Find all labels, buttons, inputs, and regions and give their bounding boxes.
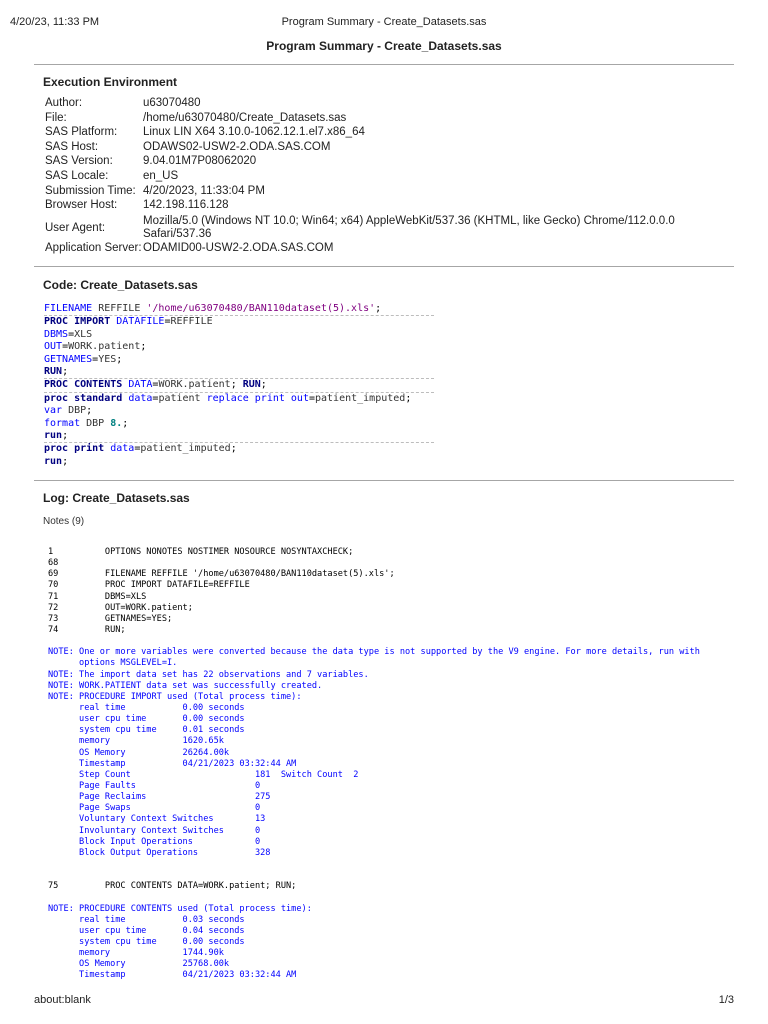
code-token: ; <box>86 405 93 417</box>
code-token: RUN <box>242 379 261 391</box>
env-row <box>43 242 723 257</box>
page-title: Program Summary - Create_Datasets.sas <box>266 39 502 53</box>
print-header-title: Program Summary - Create_Datasets.sas <box>281 16 487 28</box>
log-section-heading: Log: Create_Datasets.sas <box>43 491 190 505</box>
log-note-line: NOTE: PROCEDURE CONTENTS used (Total process time): <box>48 903 312 914</box>
log-note-line: user cpu time 0.00 seconds <box>48 714 245 725</box>
log-note-line: Page Reclaims 275 <box>48 792 271 803</box>
code-token: ; <box>62 429 69 441</box>
log-source-line: 74 RUN; <box>48 624 126 635</box>
code-token: REFFILE <box>92 303 147 314</box>
log-source-line: 73 GETNAMES=YES; <box>48 613 173 624</box>
log-spacer <box>48 892 738 903</box>
code-line <box>44 418 434 430</box>
env-label: SAS Locale: <box>45 169 109 182</box>
log-note-line: OS Memory 25768.00k <box>48 959 230 970</box>
log-note-line: NOTE: One or more variables were converted because the data type is not supported by the V9 engine. For more details, run with <box>48 647 700 658</box>
code-token: = <box>62 341 69 353</box>
code-token: YES <box>98 353 117 365</box>
env-row <box>43 141 723 156</box>
print-header <box>10 16 758 30</box>
code-line <box>44 354 434 366</box>
code-line <box>44 393 434 405</box>
code-token: '/home/u63070480/BAN110dataset(5).xls' <box>146 303 376 314</box>
log-note-line: Block Output Operations 328 <box>48 847 271 858</box>
code-token: GETNAMES <box>44 353 93 365</box>
code-token: WORK.patient <box>158 379 231 391</box>
log-note-line: Page Faults 0 <box>48 780 261 791</box>
code-token: replace print out <box>206 392 309 404</box>
divider <box>34 480 734 481</box>
notes-count-label[interactable]: Notes (9) <box>43 516 85 527</box>
code-token: ; <box>62 365 69 377</box>
log-source-line: 69 FILENAME REFFILE '/home/u63070480/BAN110dataset(5).xls'; <box>48 569 395 580</box>
env-label: Browser Host: <box>45 199 118 212</box>
env-value: Linux LIN X64 3.10.0-1062.12.1.el7.x86_64 <box>143 126 365 139</box>
code-token: = <box>134 443 141 455</box>
log-source-line: 68 <box>48 558 59 569</box>
log-note-line: real time 0.00 seconds <box>48 702 245 713</box>
code-token: ; <box>375 303 382 314</box>
page-number: 1/3 <box>718 994 734 1006</box>
log-note-line: Timestamp 04/21/2023 03:32:44 AM <box>48 758 297 769</box>
code-line <box>44 329 434 341</box>
env-label: SAS Version: <box>45 155 113 168</box>
env-label: SAS Platform: <box>45 126 118 139</box>
execution-environment-heading: Execution Environment <box>43 75 178 89</box>
code-token: DBMS <box>44 328 69 340</box>
log-note-line: Involuntary Context Switches 0 <box>48 825 261 836</box>
env-label: Submission Time: <box>45 184 136 197</box>
code-line <box>44 316 434 328</box>
code-token: DBP <box>80 417 111 429</box>
code-token: 8. <box>110 417 123 429</box>
log-spacer <box>48 870 738 881</box>
code-token: = <box>308 392 315 404</box>
env-row <box>43 112 723 127</box>
code-token: proc print <box>44 443 105 455</box>
env-value: 4/20/2023, 11:33:04 PM <box>143 184 265 197</box>
code-token: XLS <box>74 328 93 340</box>
code-token: ; <box>116 353 123 365</box>
code-token: proc standard <box>44 392 123 404</box>
code-line <box>44 366 434 379</box>
env-value: u63070480 <box>143 97 201 109</box>
env-label: File: <box>45 111 67 124</box>
code-token: = <box>152 392 159 404</box>
log-note-line: options MSGLEVEL=I. <box>48 658 178 669</box>
code-token: ; <box>62 455 69 467</box>
code-token: ; <box>260 379 267 391</box>
code-line <box>44 456 434 468</box>
code-token: DBP <box>62 405 87 417</box>
code-line <box>44 430 434 443</box>
env-row <box>43 155 723 170</box>
code-token: var <box>44 405 63 417</box>
print-footer <box>34 994 734 1008</box>
log-note-line: Page Swaps 0 <box>48 803 261 814</box>
log-note-line: Timestamp 04/21/2023 03:32:44 AM <box>48 970 297 981</box>
code-line <box>44 443 434 455</box>
log-note-line: system cpu time 0.01 seconds <box>48 725 245 736</box>
code-listing <box>44 303 434 468</box>
env-row <box>43 185 723 200</box>
code-token: ; <box>140 341 147 353</box>
log-listing <box>48 547 738 981</box>
env-value: Mozilla/5.0 (Windows NT 10.0; Win64; x64) AppleWebKit/537.36 (KHTML, like Gecko) Chrome/112.0.0.0 Safari/537.36 <box>143 215 675 240</box>
env-value: ODAWS02-USW2-2.ODA.SAS.COM <box>143 140 331 153</box>
code-token: ; <box>122 417 129 429</box>
log-source-line: 70 PROC IMPORT DATAFILE=REFFILE <box>48 580 250 591</box>
code-token: WORK.patient <box>68 341 141 353</box>
log-note-line: user cpu time 0.04 seconds <box>48 925 245 936</box>
code-token: run <box>44 429 63 441</box>
code-token: FILENAME <box>44 303 93 314</box>
code-token: DATA <box>128 379 153 391</box>
execution-environment-table <box>43 97 723 256</box>
code-token: = <box>164 316 171 328</box>
code-token: REFFILE <box>170 316 213 328</box>
code-token: format <box>44 417 81 429</box>
code-token: = <box>92 353 99 365</box>
code-token: = <box>68 328 75 340</box>
code-token: ; <box>230 443 237 455</box>
code-line <box>44 379 434 392</box>
log-spacer <box>48 859 738 870</box>
divider <box>34 266 734 267</box>
env-value: 9.04.01M7P08062020 <box>143 155 257 168</box>
code-token: DATAFILE <box>116 316 165 328</box>
code-token: patient_imputed <box>140 443 231 455</box>
log-note-line: OS Memory 26264.00k <box>48 747 230 758</box>
log-note-line: real time 0.03 seconds <box>48 914 245 925</box>
log-source-line: 72 OUT=WORK.patient; <box>48 602 193 613</box>
log-source-line: 1 OPTIONS NONOTES NOSTIMER NOSOURCE NOSYNTAXCHECK; <box>48 547 354 557</box>
code-token: patient_imputed <box>315 392 406 404</box>
env-label: Application Server: <box>45 241 142 254</box>
log-note-line: Block Input Operations 0 <box>48 836 261 847</box>
log-spacer <box>48 636 738 647</box>
log-source-line: 75 PROC CONTENTS DATA=WORK.patient; RUN; <box>48 881 297 892</box>
divider <box>34 64 734 65</box>
log-note-line: memory 1744.90k <box>48 948 224 959</box>
code-token: OUT <box>44 341 63 353</box>
code-token: PROC IMPORT <box>44 316 111 328</box>
log-note-line: NOTE: The import data set has 22 observations and 7 variables. <box>48 669 369 680</box>
env-row <box>43 97 723 112</box>
env-value: 142.198.116.128 <box>143 199 229 212</box>
env-value: ODAMID00-USW2-2.ODA.SAS.COM <box>143 241 334 254</box>
code-token: ; <box>405 392 412 404</box>
env-value: /home/u63070480/Create_Datasets.sas <box>143 111 347 124</box>
code-line <box>44 405 434 417</box>
print-datetime: 4/20/23, 11:33 PM <box>10 16 100 28</box>
log-note-line: NOTE: WORK.PATIENT data set was successfully created. <box>48 680 323 691</box>
env-label: User Agent: <box>45 221 106 234</box>
code-token: = <box>152 379 159 391</box>
log-note-line: Step Count 181 Switch Count 2 <box>48 769 359 780</box>
code-line <box>44 303 434 316</box>
log-note-line: system cpu time 0.00 seconds <box>48 936 245 947</box>
env-row <box>43 199 723 214</box>
code-token: ; <box>230 379 243 391</box>
env-row <box>43 214 723 242</box>
code-token: run <box>44 455 63 467</box>
env-row <box>43 126 723 141</box>
code-section-heading: Code: Create_Datasets.sas <box>43 278 198 292</box>
log-note-line: memory 1620.65k <box>48 736 224 747</box>
env-label: SAS Host: <box>45 140 99 153</box>
env-row <box>43 170 723 185</box>
env-value: en_US <box>143 169 179 182</box>
code-token: RUN <box>44 365 63 377</box>
env-label: Author: <box>45 97 83 109</box>
code-line <box>44 341 434 353</box>
code-token: data <box>128 392 153 404</box>
code-token: PROC CONTENTS <box>44 379 123 391</box>
log-source-line: 71 DBMS=XLS <box>48 591 147 602</box>
log-note-line: Voluntary Context Switches 13 <box>48 814 266 825</box>
code-token: data <box>110 443 135 455</box>
footer-url: about:blank <box>34 994 91 1006</box>
log-note-line: NOTE: PROCEDURE IMPORT used (Total process time): <box>48 691 302 702</box>
code-token: patient <box>158 392 207 404</box>
